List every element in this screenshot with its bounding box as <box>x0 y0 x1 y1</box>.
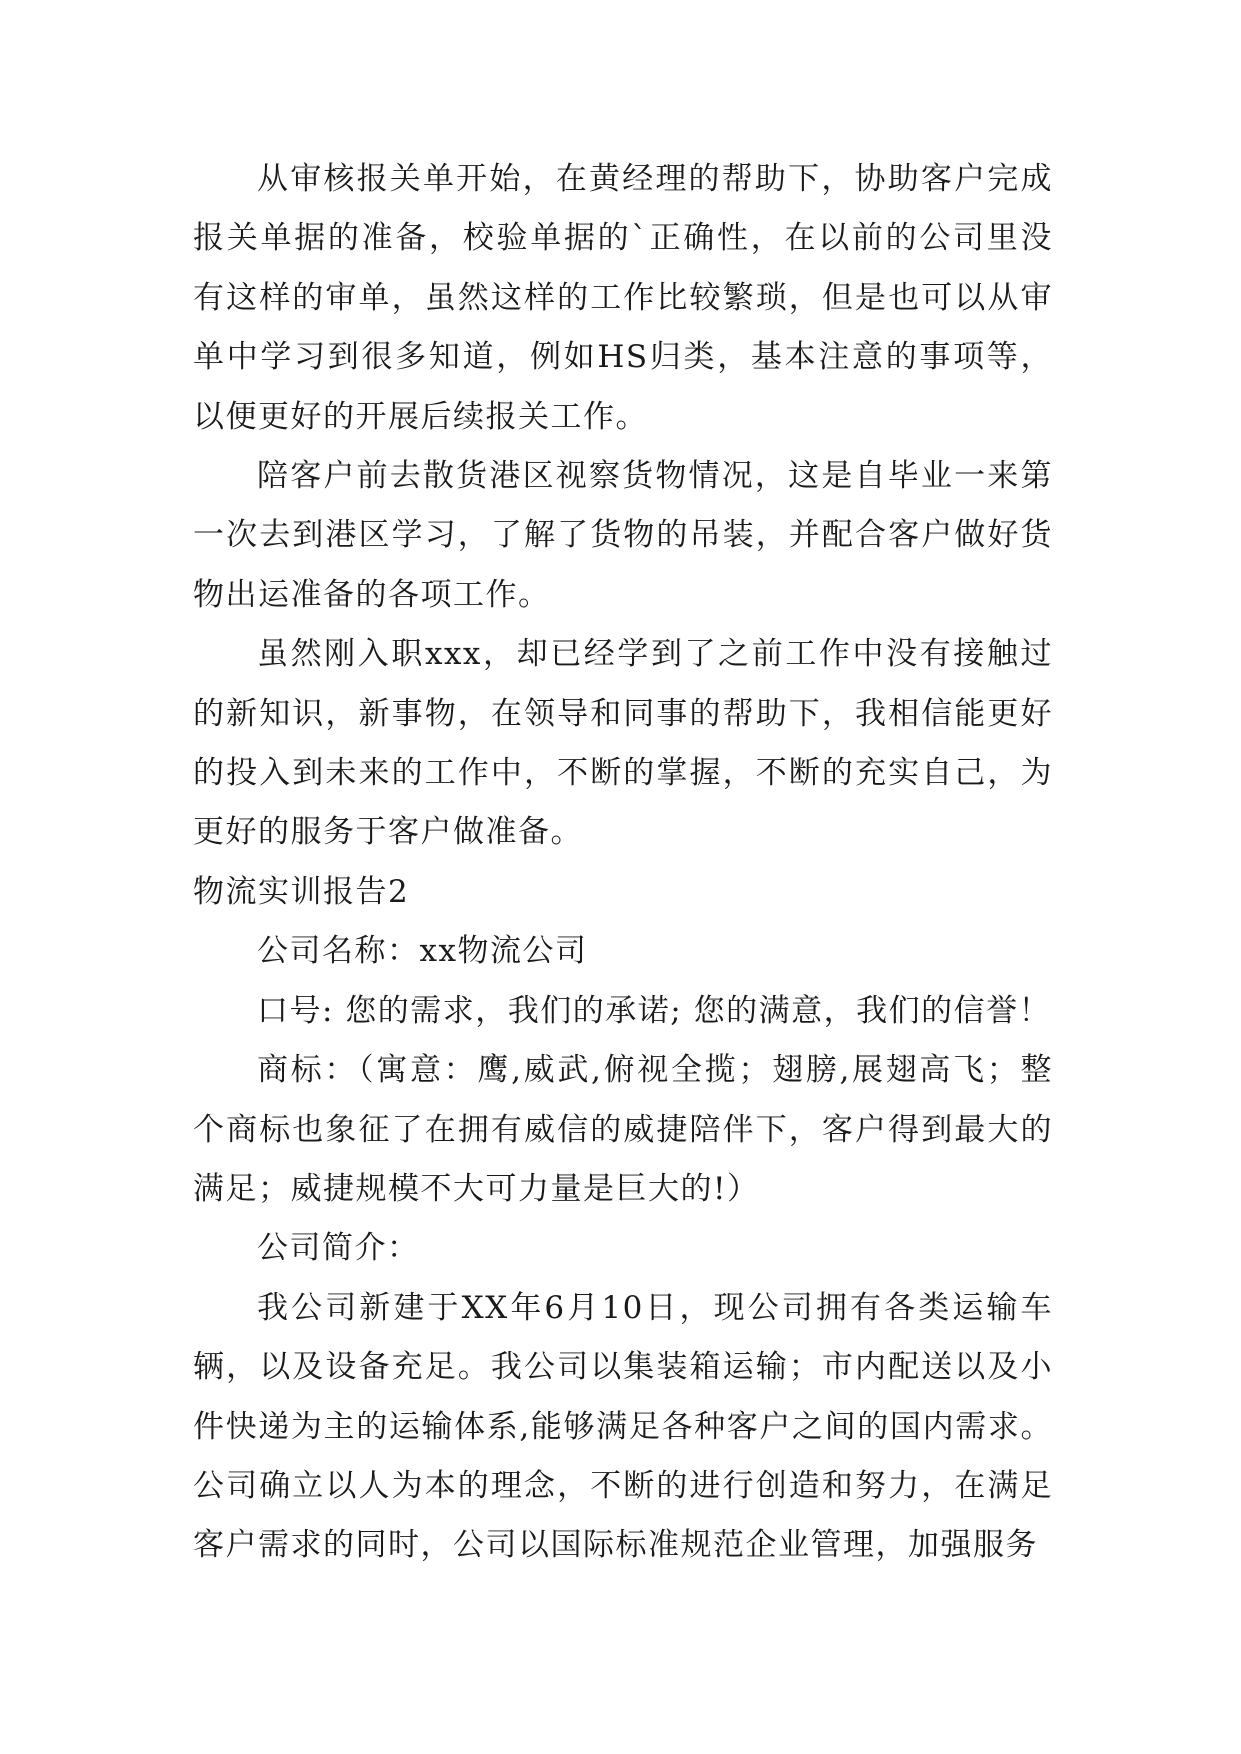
trademark-line: 商标：（寓意：鹰,威武,俯视全揽；翅膀,展翅高飞；整个商标也象征了在拥有威信的威捷陪伴下，客户得到最大的满足；威捷规模不大可力量是巨大的!） <box>193 1052 1053 1207</box>
company-name-line: 公司名称：xx物流公司 <box>257 933 588 970</box>
paragraph-customs-review: 从审核报关单开始，在黄经理的帮助下，协助客户完成报关单据的准备，校验单据的`正确性，在以前的公司里没有这样的审单，虽然这样的工作比较繁琐，但是也可以从审单中学习到很多知道，例如HS归类，基本注意的事项等，以便更好的开展后续报关工作。 <box>193 161 1053 435</box>
intro-label: 公司简介： <box>257 1230 420 1267</box>
section-title: 物流实训报告2 <box>193 873 410 910</box>
document-body <box>193 150 1053 1576</box>
paragraph-port-visit: 陪客户前去散货港区视察货物情况，这是自毕业一来第一次去到港区学习，了解了货物的吊装，并配合客户做好货物出运准备的各项工作。 <box>193 458 1053 613</box>
slogan-line: 口号: 您的需求，我们的承诺; 您的满意，我们的信誉！ <box>257 992 1052 1029</box>
paragraph-new-job-summary: 虽然刚入职xxx，却已经学到了之前工作中没有接触过的新知识，新事物，在领导和同事的帮助下，我相信能更好的投入到未来的工作中，不断的掌握，不断的充实自己，为更好的服务于客户做准备。 <box>193 636 1053 851</box>
intro-paragraph: 我公司新建于XX年6月10日，现公司拥有各类运输车辆，以及设备充足。我公司以集装箱运输；市内配送以及小件快递为主的运输体系,能够满足各种客户之间的国内需求。公司确立以人为本的理念，不断的进行创造和努力，在满足客户需求的同时，公司以国际标准规范企业管理，加强服务 <box>193 1289 1053 1564</box>
